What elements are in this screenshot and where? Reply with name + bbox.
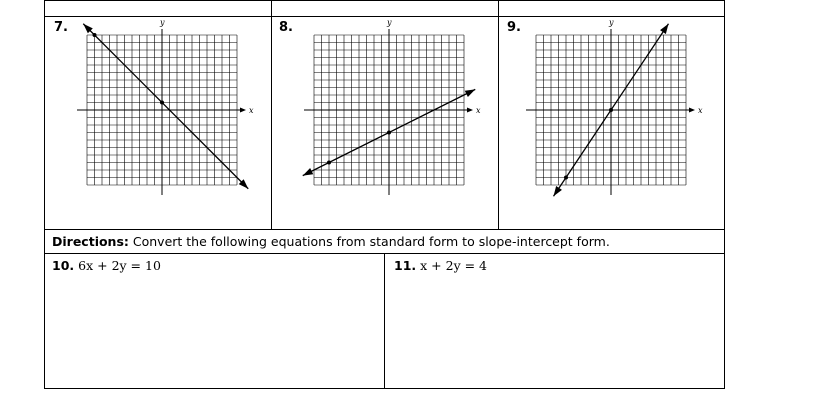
problem-10-equation: 6x + 2y = 10 xyxy=(78,258,161,273)
directions-top-divider xyxy=(44,229,725,230)
line-point xyxy=(327,161,331,165)
line-arrow-start xyxy=(303,168,314,176)
y-axis-label: y xyxy=(609,18,614,27)
problem-7-number: 7. xyxy=(54,20,68,35)
directions-body: Convert the following equations from standard form to slope-intercept form. xyxy=(128,234,610,249)
line-point xyxy=(160,101,164,105)
line-arrow-start xyxy=(554,186,562,196)
directions-text xyxy=(52,234,610,250)
problem-11 xyxy=(394,258,487,274)
top-border xyxy=(44,0,725,1)
line-point xyxy=(387,131,391,135)
problem-9-number: 9. xyxy=(507,20,521,35)
line-point xyxy=(564,176,568,180)
y-axis-label: y xyxy=(160,18,165,27)
problem-11-equation: x + 2y = 4 xyxy=(420,258,487,273)
x-axis-arrow xyxy=(467,108,473,113)
x-axis-label: x xyxy=(249,106,254,115)
y-axis-label: y xyxy=(387,18,392,27)
problem-10-number: 10. xyxy=(52,258,75,273)
x-axis-label: x xyxy=(476,106,481,115)
x-axis-arrow xyxy=(689,108,695,113)
problem-8-number: 8. xyxy=(279,20,293,35)
graph-divider-2 xyxy=(498,0,499,230)
graph-divider-1 xyxy=(271,0,272,230)
graph-9 xyxy=(526,16,703,191)
worksheet xyxy=(44,0,725,389)
x-axis-label: x xyxy=(698,106,703,115)
problem-10 xyxy=(52,258,161,274)
x-axis-arrow xyxy=(240,108,246,113)
right-border xyxy=(724,0,725,389)
left-border xyxy=(44,0,45,389)
line-arrow-end xyxy=(660,24,668,34)
answer-divider xyxy=(384,253,385,389)
graph-line xyxy=(83,24,248,189)
line-arrow-end xyxy=(465,89,476,97)
line-point xyxy=(609,108,613,112)
graph-7 xyxy=(77,16,254,191)
line-point xyxy=(93,33,97,37)
graph-8 xyxy=(304,16,481,191)
directions-label: Directions: xyxy=(52,234,129,249)
problem-11-number: 11. xyxy=(394,258,417,273)
